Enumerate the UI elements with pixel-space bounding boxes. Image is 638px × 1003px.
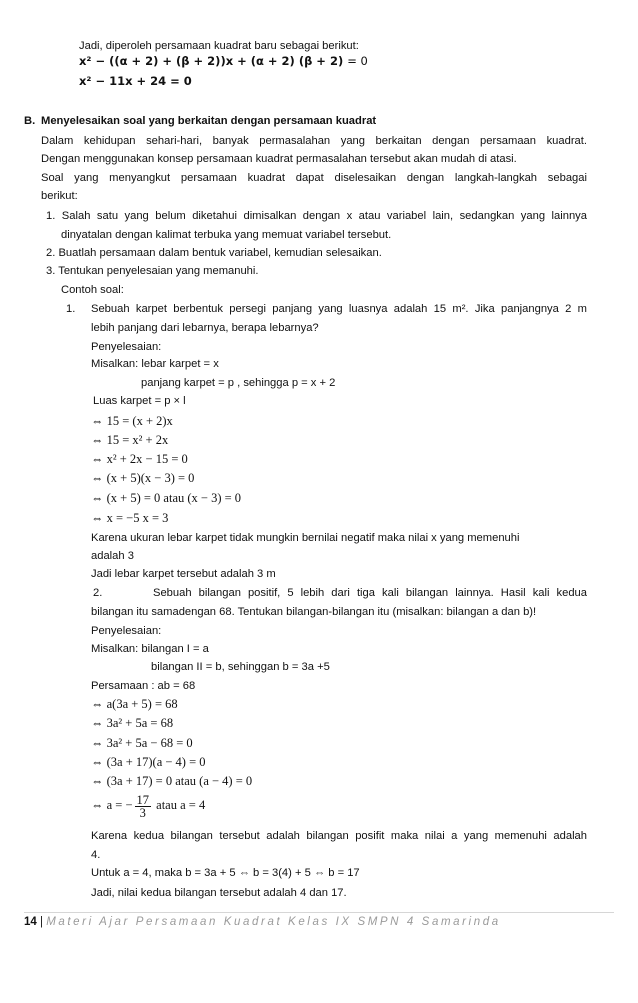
example-2-answer: Jadi, nilai kedua bilangan tersebut adalah 4 dan 17. [91,887,347,899]
example-2-question-line1: Sebuah bilangan positif, 5 lebih dari tiga kali bilangan lainnya. Hasil kali kedua [153,587,587,599]
equation-expression: x² − ((α + 2) + (β + 2))x + (α + 2) (β + 2) [79,54,344,68]
example-1-let-width: Misalkan: lebar karpet = x [91,358,219,370]
footer-title: Materi Ajar Persamaan Kuadrat Kelas IX SMPN 4 Samarinda [46,916,501,928]
example-1-question-line2: lebih panjang dari lebarnya, berapa lebarnya? [91,322,319,334]
example-2-reason-line2: 4. [91,849,101,861]
step-1-line2: dinyatalan dengan kalimat terbuka yang memuat variabel tersebut. [61,229,392,241]
example-2-let-b: bilangan II = b, sehinggan b = 3a +5 [151,661,330,673]
equation-equals-zero: = 0 [347,54,368,68]
step-1-line1: 1. Salah satu yang belum diketahui dimisalkan dengan x atau variabel lain, sedangkan yang lainnya [46,210,587,222]
example-2-step-6-suffix: atau a = 4 [156,798,206,812]
paragraph-steps-line2: berikut: [41,190,78,202]
example-1-question-line1: Sebuah karpet berbentuk persegi panjang yang luasnya adalah 15 m². Jika panjangnya 2 m [91,303,587,315]
example-1-step-4: ⇔ (x + 5)(x − 3) = 0 [91,471,195,485]
example-1-reason-line1: Karena ukuran lebar karpet tidak mungkin bernilai negatif maka nilai x yang memenuhi [91,532,520,544]
example-heading: Contoh soal: [61,284,124,296]
example-2-step-6-prefix: ⇔ a = − [91,798,133,812]
step-2: 2. Buatlah persamaan dalam bentuk variabel, kemudian selesaikan. [46,247,382,259]
example-2-solution-label: Penyelesaian: [91,625,162,637]
example-1-step-6: ⇔ x = −5 x = 3 [91,511,169,525]
example-2-number: 2. [93,587,103,599]
footer-separator: | [40,916,43,928]
example-2-equation-label: Persamaan : ab = 68 [91,680,196,692]
example-1-let-length: panjang karpet = p , sehingga p = x + 2 [141,377,336,389]
fraction-17-over-3 [135,794,152,819]
footer-divider [24,912,614,913]
example-1-step-3: ⇔ x² + 2x − 15 = 0 [91,452,188,466]
paragraph-intro-line1: Dalam kehidupan sehari-hari, banyak permasalahan yang berkaitan dengan persamaan kuadrat. [41,135,587,147]
step-3: 3. Tentukan penyelesaian yang memanuhi. [46,265,259,277]
example-1-answer: Jadi lebar karpet tersebut adalah 3 m [91,568,276,580]
example-2-step-2: ⇔ 3a² + 5a = 68 [91,716,174,730]
section-b-title: Menyelesaikan soal yang berkaitan dengan persamaan kuadrat [41,115,377,127]
fraction-numerator: 17 [136,792,150,807]
example-2-question-line2: bilangan itu samadengan 68. Tentukan bilangan-bilangan itu (misalkan: bilangan a dan b)! [91,606,537,618]
equation-new-quadratic-result: x² − 11x + 24 = 0 [79,74,192,88]
paragraph-steps-line1: Soal yang menyangkut persamaan kuadrat dapat diselesaikan dengan langkah-langkah sebagai [41,172,587,184]
example-2-let-a: Misalkan: bilangan I = a [91,643,209,655]
example-2-step-6 [91,790,205,820]
example-1-step-1: ⇔ 15 = (x + 2)x [91,414,173,428]
paragraph-intro-line2: Dengan menggunakan konsep persamaan kuadrat permasalahan tersebut akan mudah di atasi. [41,153,517,165]
example-2-step-1: ⇔ a(3a + 5) = 68 [91,697,178,711]
example-1-number: 1. [66,303,76,315]
fraction-denominator: 3 [139,805,146,820]
example-1-step-5: ⇔ (x + 5) = 0 atau (x − 3) = 0 [91,491,242,505]
example-1-area-formula: Luas karpet = p × l [93,395,186,407]
example-2-step-3: ⇔ 3a² + 5a − 68 = 0 [91,736,193,750]
section-b-label: B. [24,115,36,127]
conclusion-text: Jadi, diperoleh persamaan kuadrat baru sebagai berikut: [79,40,359,52]
example-2-step-4: ⇔ (3a + 17)(a − 4) = 0 [91,755,206,769]
equation-new-quadratic-expanded [79,54,368,69]
example-1-step-2: ⇔ 15 = x² + 2x [91,433,169,447]
page-footer [24,914,501,930]
example-2-compute-b: Untuk a = 4, maka b = 3a + 5 ⇔ b = 3(4) + 5 ⇔ b = 17 [91,867,360,879]
page-number: 14 [24,916,37,928]
example-1-solution-label: Penyelesaian: [91,341,162,353]
example-2-reason-line1: Karena kedua bilangan tersebut adalah bilangan posifit maka nilai a yang memenuhi adalah [91,830,587,842]
example-1-reason-line2: adalah 3 [91,550,134,562]
example-2-step-5: ⇔ (3a + 17) = 0 atau (a − 4) = 0 [91,774,253,788]
